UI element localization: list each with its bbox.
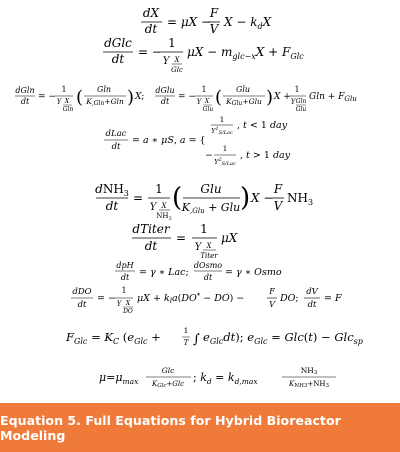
svg-text:dt: dt [77,300,87,310]
svg-text:DO;: DO; [280,293,299,304]
svg-text:KGlc+Glc: KGlc+Glc [151,380,185,389]
equation-dGlc-dt [103,36,304,74]
svg-text:dt: dt [111,142,121,152]
svg-text:Y: Y [162,56,170,67]
svg-text:μ=μmax: $\mu=\mu_{max}$ [99,371,139,386]
caption-text: Equation 5. Full Equations for Hybrid Bioreactor Modeling [0,412,341,443]
svg-text:dGln: dGln [15,86,35,95]
equation-F-Glc [65,326,363,347]
svg-text:Glu: Glu [202,106,214,113]
svg-text:X +: X + [274,92,291,102]
svg-text:KGlu+Glu: KGlu+Glu [226,97,262,107]
svg-text:NH3: NH3 [300,366,318,376]
svg-text:, t < 1 day: , t < 1 day [237,120,288,131]
svg-text:dGlu: dGlu [155,86,175,95]
svg-text:NH3: $NH_3$ [156,212,172,222]
svg-text:dt: dt [144,239,158,253]
svg-text:1: 1 [201,85,207,94]
svg-text:Glc: Glc [161,366,175,375]
svg-text:dV: dV [306,287,318,297]
svg-text:X: X [206,242,212,250]
svg-text:(: ( [215,87,223,108]
svg-text:= μX −: = μX − [167,15,212,29]
svg-text:): ) [240,183,251,213]
svg-text:dt: dt [111,52,125,66]
svg-text:X: X [161,202,167,210]
svg-text:=: = [176,231,187,245]
svg-text:1: 1 [121,286,127,295]
svg-text:−: − [205,150,213,161]
caption-banner [0,403,400,452]
svg-text:dLac: dLac [105,129,127,139]
svg-text:μX + kla(DO* − DO) −: $\mu X + k_la(DO^* - DO)$ − [137,292,245,305]
svg-text:Y: Y [56,98,62,106]
svg-text:X: X [204,98,210,105]
svg-text:X: X [64,98,70,105]
svg-text:1: 1 [222,144,228,153]
svg-text:dX: dX [142,6,160,20]
svg-text:= a ∗ μS, a = {: = a ∗ μS, a = { [132,135,206,146]
svg-text:Y: Y [194,242,202,253]
svg-text:= −: = − [138,45,162,59]
svg-text:dt: dt [120,273,130,282]
svg-text:Glc: Glc [171,66,183,74]
svg-text:F: F [269,287,275,296]
svg-text:DO: DO [123,308,133,315]
svg-text:dpH: dpH [116,261,134,270]
svg-text:1: 1 [168,36,176,50]
svg-text:V: V [269,300,275,309]
svg-text:): ) [127,87,135,108]
svg-text:Y2S/Lac: $Y^2_{S/Lac}$ [214,157,236,167]
svg-text:K,Glu + Glu: K,Glu + Glu [181,201,241,215]
svg-text:= −: = − [178,92,196,102]
svg-text:= −: = − [38,92,56,102]
equation-dTiter-dt [132,222,238,260]
svg-text:Y1S/Lac: $Y^1_{S/Lac}$ [211,126,233,136]
equation-dGln-dGlu [15,85,357,113]
svg-text:NH3: $NH_3$ [287,191,314,207]
svg-text:Gln + FGlu: $Gln + F_{Glu}$ [309,92,357,103]
svg-text:T: T [183,338,189,347]
equation-dLac-dt [104,115,291,167]
svg-text:1: 1 [183,326,189,335]
svg-text:V: V [209,22,219,36]
svg-text:Gln: Gln [96,85,112,94]
svg-text:Gln: Gln [295,98,307,105]
equation-dNH3-dt [95,182,313,222]
svg-text:dNH3: dNH$_3$ [95,182,129,198]
svg-text:Y: Y [149,202,157,213]
svg-text:1: 1 [294,85,300,94]
svg-text:dGlc: dGlc [104,36,132,50]
equation-dpH-dOsmo [115,261,282,282]
svg-text:dDO: dDO [72,287,92,297]
svg-text:dt: dt [307,300,317,310]
svg-text:dt: dt [20,97,30,106]
svg-text:dt: dt [160,97,170,106]
svg-text:= F: = F [324,293,342,304]
svg-text:eGlcdt); eGlc = Glc(t) − Glcsp: $e_{Glc}dt$); $e_{Glc} = Glc(t) - Glc_{sp}$ [203,330,363,346]
svg-text:1: 1 [155,182,163,196]
svg-text:(: ( [76,87,84,108]
svg-text:; kd = kd,max: ; $k_d = k_{d,max}$ [193,371,258,386]
svg-text:F: F [273,182,283,196]
svg-text:): ) [266,87,274,108]
svg-text:Titer: Titer [200,252,218,260]
svg-text:= γ ∗ Lac;: = γ ∗ Lac; [139,267,189,278]
svg-text:1: 1 [61,85,67,94]
svg-text:∫: ∫ [193,332,200,347]
svg-text:KNH3+NH3: KNH3+NH3 [289,380,329,389]
svg-text:= −: = − [97,293,116,304]
svg-text:μX − mglc−xX + FGlc: $\mu X - m_{glc-x}X + F_{Glc}$ [187,45,304,61]
svg-text:Y: Y [290,98,296,106]
svg-text:μX: μX [221,231,238,245]
svg-text:X −: X − [251,191,274,205]
equation-dDO-dV [71,286,342,315]
svg-text:X;: X; [135,92,145,102]
svg-text:1: 1 [219,115,225,124]
svg-text:, t > 1 day: , t > 1 day [240,150,291,161]
equation-dX-dt [141,6,272,36]
svg-text:dt: dt [203,273,213,282]
svg-text:dTiter: dTiter [132,222,170,236]
svg-text:K,Gln+Gln: K,Gln+Gln [86,97,124,107]
svg-text:= γ ∗ Osmo: = γ ∗ Osmo [225,267,282,278]
svg-text:Gln: Gln [62,106,74,113]
svg-text:F: F [209,6,219,20]
svg-text:dOsmo: dOsmo [193,261,223,270]
svg-text:Y: Y [196,98,202,106]
svg-text:V: V [273,199,283,213]
svg-text:dt: dt [105,199,119,213]
svg-text:=: = [133,191,144,205]
svg-text:FGlc = KC (eGlc +: $F_{Glc} = K_C$ ($e_{Glc}$ + [66,330,161,346]
equation-mu-kd [99,366,336,389]
svg-text:X − kdX: $X - k_dX$ [224,15,272,31]
svg-text:X: X [174,56,180,64]
svg-text:X: X [125,300,131,307]
svg-text:(: ( [172,183,183,213]
svg-text:Glu: Glu [200,182,222,196]
svg-text:dt: dt [144,22,158,36]
svg-text:Y: Y [116,300,122,308]
svg-text:Glu: Glu [295,106,307,113]
svg-text:1: 1 [200,222,208,236]
svg-text:Glu: Glu [235,85,251,94]
